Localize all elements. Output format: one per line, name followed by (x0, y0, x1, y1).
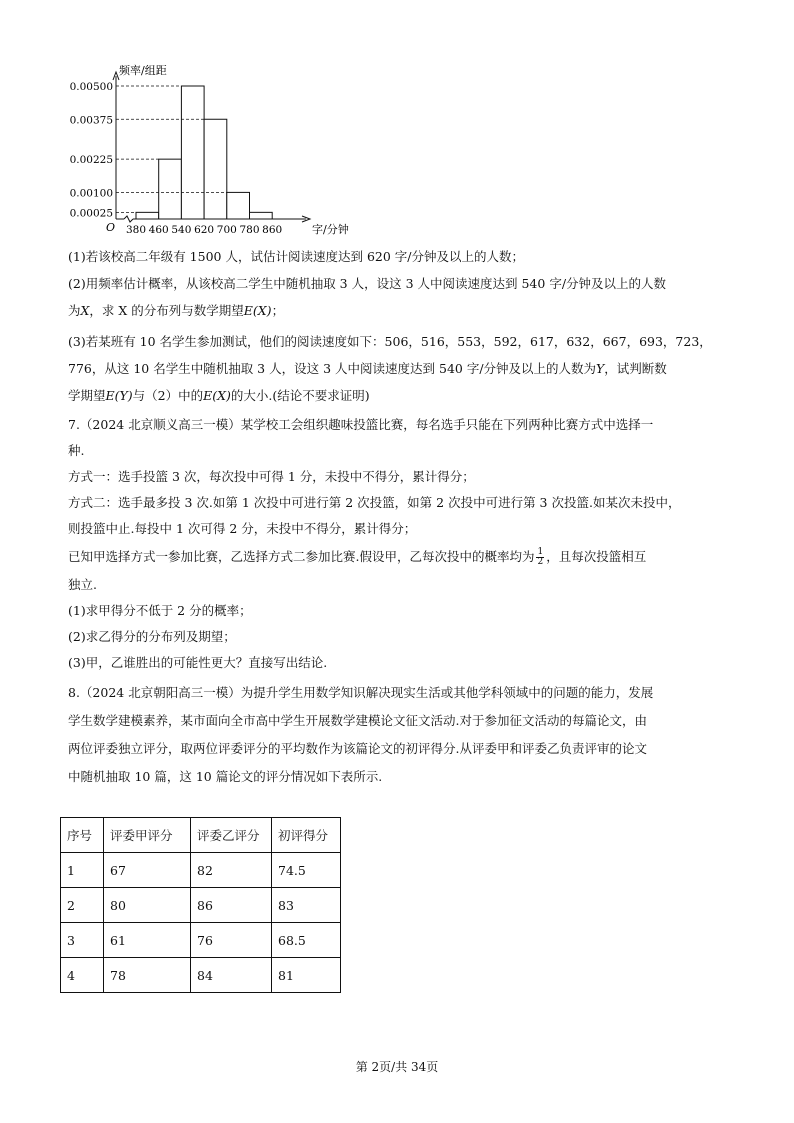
table-cell: 3 (61, 923, 104, 958)
histogram-chart (58, 58, 349, 238)
origin-label: O (106, 221, 116, 234)
table-row (61, 853, 341, 888)
q7-method2-line2: 则投篮中止.每投中 1 次可得 2 分，未投中不得分，累计得分； (68, 521, 417, 536)
table-cell: 68.5 (272, 923, 341, 958)
x-tick-label: 380 (125, 224, 147, 236)
table-cell: 86 (191, 888, 272, 923)
q8-line4: 中随机抽取 10 篇，这 10 篇论文的评分情况如下表所示. (68, 769, 383, 784)
table-cell: 74.5 (272, 853, 341, 888)
table-cell: 83 (272, 888, 341, 923)
histogram-bar-460 (159, 159, 182, 219)
y-axis-label: 频率/组距 (119, 64, 167, 77)
x-tick-label: 540 (171, 224, 192, 236)
x-tick-label: 620 (194, 224, 215, 236)
table-cell: 80 (104, 888, 191, 923)
histogram-bar-620 (204, 119, 227, 219)
table-row (61, 923, 341, 958)
q6-part1: (1)若该校高二年级有 1500 人，试估计阅读速度达到 620 字/分钟及以上的人数； (68, 249, 524, 264)
table-cell: 76 (191, 923, 272, 958)
y-tick-label: 0.00025 (69, 207, 113, 220)
q8-line1: 8.（2024 北京朝阳高三一模）为提升学生用数学知识解决现实生活或其他学科领域中的问题的能力，发展 (68, 685, 654, 700)
q6-part3-line2: 776，从这 10 名学生中随机抽取 3 人，设这 3 人中阅读速度达到 540 字/分钟及以上的人数为Y，试判断数 (68, 361, 667, 376)
table-header-cell: 评委甲评分 (104, 818, 191, 853)
table-cell: 4 (61, 958, 104, 993)
table-header-cell: 评委乙评分 (191, 818, 272, 853)
table-cell: 1 (61, 853, 104, 888)
table-cell: 82 (191, 853, 272, 888)
q6-part2-line1: (2)用频率估计概率，从该校高二学生中随机抽取 3 人，设这 3 人中阅读速度达到 540 字/分钟及以上的人数 (68, 276, 667, 291)
y-tick-label: 0.00375 (69, 114, 113, 127)
y-tick-label: 0.00500 (69, 81, 113, 93)
q7-method1: 方式一：选手投篮 3 次，每次投中可得 1 分，未投中不得分，累计得分； (68, 469, 475, 484)
q6-part3-line1: (3)若某班有 10 名学生参加测试，他们的阅读速度如下：506，516，553，592，617，632，667，693，723， (68, 334, 712, 349)
q7-sub2: (2)求乙得分的分布列及期望； (68, 629, 236, 644)
table-header-cell: 初评得分 (272, 818, 341, 853)
histogram-bar-540 (181, 86, 204, 219)
table-cell: 81 (272, 958, 341, 993)
q7-sub3: (3)甲，乙谁胜出的可能性更大？直接写出结论. (68, 655, 328, 670)
x-tick-label: 780 (239, 224, 260, 236)
q8-line3: 两位评委独立评分，取两位评委评分的平均数作为该篇论文的初评得分.从评委甲和评委乙负责评审的论文 (68, 741, 647, 756)
q7-heading-line1: 7.（2024 北京顺义高三一模）某学校工会组织趣味投篮比赛，每名选手只能在下列两种比赛方式中选择一 (68, 417, 654, 432)
q7-method2-line1: 方式二：选手最多投 3 次.如第 1 次投中可进行第 2 次投篮，如第 2 次投中可进行第 3 次投篮.如某次未投中， (68, 495, 681, 510)
y-tick-label: 0.00225 (69, 154, 113, 167)
table-cell: 61 (104, 923, 191, 958)
x-tick-label: 460 (148, 224, 169, 236)
x-tick-label: 860 (262, 224, 283, 236)
q7-known-line1: 已知甲选择方式一参加比赛，乙选择方式二参加比赛.假设甲，乙每次投中的概率均为 $\frac{1}{2}$ ，且每次投篮相互 (68, 547, 647, 567)
x-tick-label: 700 (216, 224, 237, 236)
table-header-row (61, 818, 341, 853)
histogram-bar-380 (136, 212, 159, 219)
q7-known-line2: 独立. (68, 577, 97, 592)
table-cell: 78 (104, 958, 191, 993)
table-cell: 84 (191, 958, 272, 993)
scores-table (60, 817, 341, 993)
x-axis-label: 字/分钟 (312, 223, 349, 236)
table-header-cell: 序号 (61, 818, 104, 853)
q6-part3-line3: 学期望E(Y)与（2）中的E(X)的大小.(结论不要求证明) (68, 388, 370, 403)
y-tick-label: 0.00100 (69, 187, 113, 200)
q7-sub1: (1)求甲得分不低于 2 分的概率； (68, 603, 252, 618)
q6-part2-line2: 为X，求 X 的分布列与数学期望E(X)； (68, 303, 285, 318)
table-cell: 67 (104, 853, 191, 888)
q8-line2: 学生数学建模素养，某市面向全市高中学生开展数学建模论文征文活动.对于参加征文活动的每篇论文，由 (68, 713, 647, 728)
histogram-bar-780 (250, 212, 273, 219)
histogram-bar-700 (227, 192, 250, 219)
table-cell: 2 (61, 888, 104, 923)
fraction-one-half: $\frac{1}{2}$ (537, 547, 544, 567)
table-row (61, 958, 341, 993)
table-row (61, 888, 341, 923)
x-axis-break-icon (124, 216, 133, 222)
q7-heading-line2: 种. (68, 443, 85, 458)
page-footer: 第 2页/共 34页 (355, 1060, 439, 1074)
